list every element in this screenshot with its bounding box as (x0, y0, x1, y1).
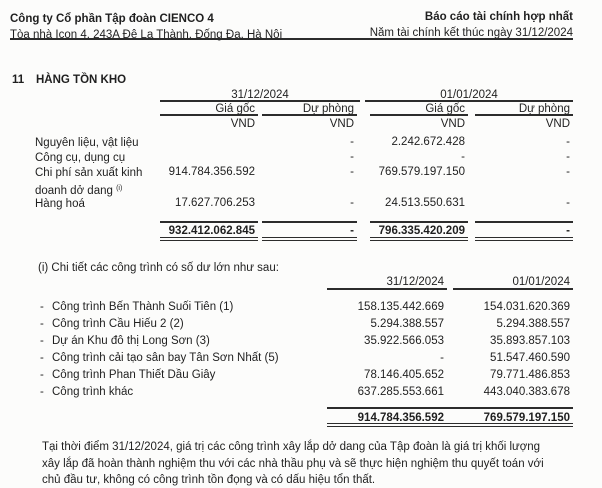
note-table-body (38, 300, 573, 402)
value-cell: 51.547.460.590 (490, 352, 570, 364)
section-number: 11 (12, 74, 25, 86)
note-col-header-current: 31/12/2024 (327, 276, 447, 290)
unit-label: VND (440, 118, 465, 130)
bullet-dash: - (40, 369, 44, 381)
total-cell: 796.335.420.209 (370, 221, 468, 241)
value-cell: 769.579.197.150 (378, 166, 465, 178)
total-cell: 932.412.062.845 (160, 221, 258, 241)
value-cell: - (566, 197, 570, 209)
company-address: Tòa nhà Icon 4, 243A Đê La Thành, Đống Đa, Hà Nội (10, 29, 283, 41)
header-right (290, 10, 573, 40)
value-cell: 24.513.550.631 (385, 197, 465, 209)
note-totals-row (38, 407, 573, 433)
value-cell: - (350, 197, 354, 209)
col-header-cost-prior: Giá gốc (370, 103, 468, 116)
project-row (38, 351, 573, 368)
section-title: HÀNG TỒN KHO (36, 74, 127, 86)
unit-label: VND (545, 118, 570, 130)
project-label: Công trình Cầu Hiếu 2 (2) (52, 318, 184, 330)
value-cell: - (566, 136, 570, 148)
row-label-continued (35, 182, 122, 198)
value-cell: - (440, 352, 444, 364)
note-detail-table (38, 261, 573, 433)
value-cell: - (350, 136, 354, 148)
project-label: Dự án Khu đô thị Long Sơn (3) (52, 335, 210, 347)
value-cell: 443.040.383.678 (483, 386, 570, 398)
bullet-dash: - (40, 301, 44, 313)
note-reference: (i) (116, 185, 123, 192)
value-cell: - (566, 166, 570, 178)
inventory-table (35, 89, 573, 247)
period-header-current: 31/12/2024 (160, 89, 360, 102)
inventory-row (35, 136, 573, 151)
inventory-table-subheader-row (35, 103, 573, 118)
project-label: Công trình Bến Thành Suối Tiên (1) (52, 301, 234, 313)
inventory-table-unit-row (35, 118, 573, 133)
value-cell: - (350, 166, 354, 178)
inventory-row (35, 197, 573, 212)
value-cell: 158.135.442.669 (357, 301, 444, 313)
inventory-table-period-row (35, 89, 573, 103)
unit-label: VND (230, 118, 255, 130)
report-period: Năm tài chính kết thúc ngày 31/12/2024 (369, 27, 573, 39)
footnote-paragraph (42, 439, 582, 488)
total-cell: - (475, 221, 573, 241)
row-label: Chi phí sản xuất kinh (35, 167, 143, 179)
footnote-line: xây lắp đã hoàn thành nghiệm thu với các nhà thầu phụ và sẽ thực hiện nghiệm thu quyết toán với (42, 457, 544, 470)
header-divider (10, 38, 573, 40)
project-row (38, 300, 573, 317)
period-header-prior: 01/01/2024 (365, 89, 573, 102)
value-cell: 35.922.566.053 (364, 335, 444, 347)
project-label: Công trình khác (52, 386, 134, 398)
note-intro: (i) Chi tiết các công trình có số dư lớn như sau: (38, 262, 279, 274)
total-cell: 914.784.356.592 (357, 412, 444, 424)
project-row (38, 334, 573, 351)
value-cell: 914.784.356.592 (168, 166, 255, 178)
value-cell: 79.771.486.853 (490, 369, 570, 381)
value-cell: 17.627.706.253 (175, 197, 255, 209)
value-cell: - (461, 151, 465, 163)
note-totals-band (327, 407, 573, 427)
bullet-dash: - (40, 335, 44, 347)
bullet-dash: - (40, 352, 44, 364)
col-header-provision-prior: Dự phòng (475, 103, 573, 116)
value-cell: 5.294.388.557 (496, 318, 570, 330)
value-cell: 78.146.405.652 (364, 369, 444, 381)
bullet-dash: - (40, 318, 44, 330)
company-name: Công ty Cổ phần Tập đoàn CIENCO 4 (10, 13, 214, 25)
note-col-header-prior: 01/01/2024 (453, 276, 573, 290)
col-header-cost-current: Giá gốc (160, 103, 258, 116)
value-cell: - (566, 151, 570, 163)
row-label: Hàng hoá (35, 198, 85, 210)
value-cell: 35.893.857.103 (490, 335, 570, 347)
total-cell: - (262, 221, 357, 241)
report-title: Báo cáo tài chính hợp nhất (424, 11, 573, 23)
project-row (38, 385, 573, 402)
footnote-line: chủ đầu tư, không có công trình tồn đọng và có dấu hiệu tổn thất. (42, 474, 376, 486)
value-cell: 154.031.620.369 (483, 301, 570, 313)
unit-label: VND (329, 118, 354, 130)
row-label: Nguyên liệu, vật liệu (35, 137, 139, 149)
bullet-dash: - (40, 386, 44, 398)
col-header-provision-current: Dự phòng (262, 103, 357, 116)
inventory-row (35, 151, 573, 166)
row-label-text: doanh dở dang (35, 185, 117, 197)
footnote-line: Tại thời điểm 31/12/2024, giá trị các công trình xây lắp dở dang của Tập đoàn là giá trị khối lượng (42, 441, 541, 453)
project-label: Công trình Phan Thiết Dầu Giây (52, 369, 216, 381)
value-cell: - (350, 151, 354, 163)
value-cell: 2.242.672.428 (391, 136, 465, 148)
inventory-row (35, 166, 573, 197)
inventory-totals-row (35, 221, 573, 247)
project-label: Công trình cải tạo sân bay Tân Sơn Nhất (5) (52, 352, 279, 364)
project-row (38, 317, 573, 334)
note-table-header-row (38, 276, 573, 292)
inventory-table-body (35, 136, 573, 212)
project-row (38, 368, 573, 385)
value-cell: 5.294.388.557 (370, 318, 444, 330)
total-cell: 769.579.197.150 (483, 412, 570, 424)
value-cell: 637.285.553.661 (357, 386, 444, 398)
row-label: Công cụ, dụng cụ (35, 152, 126, 164)
